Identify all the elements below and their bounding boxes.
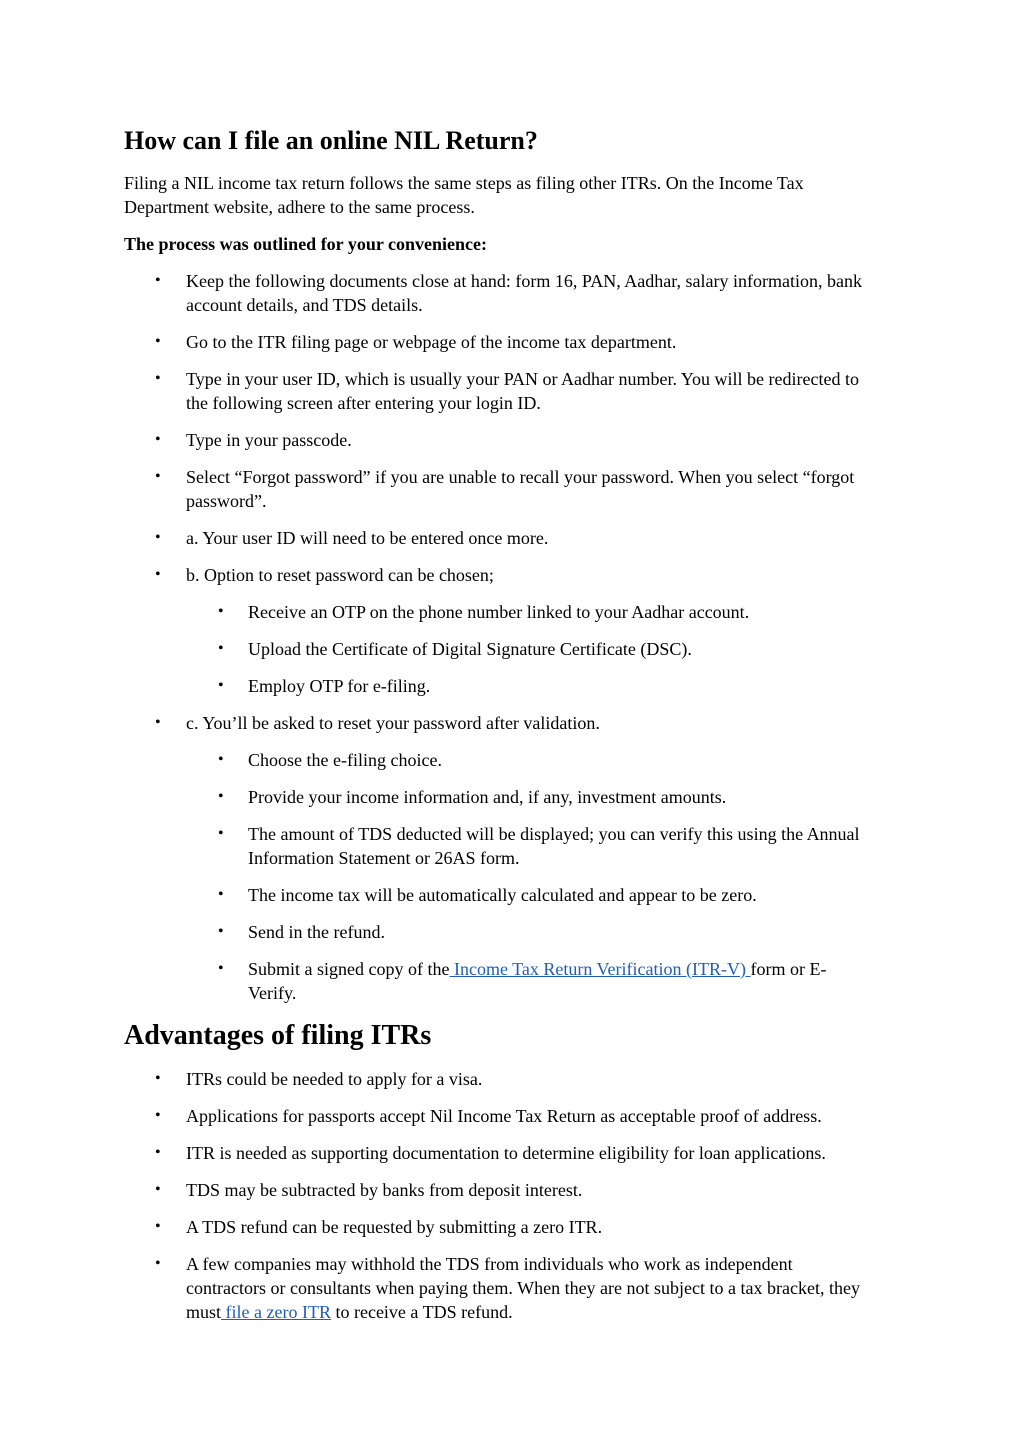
list-item-line: password”. xyxy=(186,491,267,511)
list-item-text: TDS may be subtracted by banks from deposit interest. xyxy=(186,1180,583,1200)
list-item-text: Employ OTP for e-filing. xyxy=(248,676,431,696)
bullet: • xyxy=(155,333,161,350)
list-item-text: Choose the e-filing choice. xyxy=(248,750,442,770)
list-item-text xyxy=(186,1252,860,1324)
bullet: • xyxy=(155,1255,161,1272)
bullet: • xyxy=(218,923,224,940)
list-item-line: account details, and TDS details. xyxy=(186,295,423,315)
bullet: • xyxy=(218,960,224,977)
list-item-text: Receive an OTP on the phone number linked to your Aadhar account. xyxy=(248,602,750,622)
bullet: • xyxy=(155,714,161,731)
list-item-text xyxy=(248,822,860,870)
list-item-text: ITRs could be needed to apply for a visa. xyxy=(186,1069,483,1089)
list-item-line: Select “Forgot password” if you are unable to recall your password. When you select “forgot xyxy=(186,467,855,487)
refund-text-after: to receive a TDS refund. xyxy=(330,1302,513,1322)
itr-v-link[interactable]: Income Tax Return Verification (ITR-V) xyxy=(449,959,751,979)
submit-text-after: form or E- xyxy=(750,959,827,979)
list-item-text xyxy=(186,465,854,513)
file-zero-itr-link[interactable]: file a zero ITR xyxy=(221,1302,331,1322)
refund-text-before: must xyxy=(186,1302,222,1322)
bullet: • xyxy=(155,272,161,289)
list-item-line xyxy=(186,1300,860,1324)
list-item-text xyxy=(248,957,826,1005)
list-item-line: Keep the following documents close at hand: form 16, PAN, Aadhar, salary information, bank xyxy=(186,271,862,291)
submit-text-before: Submit a signed copy of the xyxy=(248,959,450,979)
bullet: • xyxy=(218,751,224,768)
list-item-text: c. You’ll be asked to reset your password after validation. xyxy=(186,713,600,733)
list-item-text: a. Your user ID will need to be entered once more. xyxy=(186,528,549,548)
list-item-text: Send in the refund. xyxy=(248,922,385,942)
bullet: • xyxy=(155,1181,161,1198)
bullet: • xyxy=(155,566,161,583)
list-item-text: Applications for passports accept Nil Income Tax Return as acceptable proof of address. xyxy=(186,1106,822,1126)
bullet: • xyxy=(155,1218,161,1235)
list-item-text: b. Option to reset password can be chosen; xyxy=(186,565,494,585)
list-item-line: Information Statement or 26AS form. xyxy=(248,848,520,868)
list-item-text: Provide your income information and, if any, investment amounts. xyxy=(248,787,727,807)
bullet: • xyxy=(218,640,224,657)
list-item-line xyxy=(248,957,826,981)
bullet: • xyxy=(155,529,161,546)
bullet: • xyxy=(218,677,224,694)
bullet: • xyxy=(218,603,224,620)
list-item-line: A few companies may withhold the TDS from individuals who work as independent xyxy=(186,1254,793,1274)
bullet: • xyxy=(155,1107,161,1124)
bullet: • xyxy=(218,886,224,903)
bullet: • xyxy=(218,825,224,842)
list-item-text: Type in your passcode. xyxy=(186,430,352,450)
intro-paragraph xyxy=(124,171,804,219)
list-item-text: The income tax will be automatically calculated and appear to be zero. xyxy=(248,885,757,905)
list-item-text: ITR is needed as supporting documentation to determine eligibility for loan applications. xyxy=(186,1143,826,1163)
bullet: • xyxy=(155,1070,161,1087)
list-item-text xyxy=(186,367,859,415)
list-item-line: Type in your user ID, which is usually your PAN or Aadhar number. You will be redirected to xyxy=(186,369,859,389)
list-item-text: A TDS refund can be requested by submitting a zero ITR. xyxy=(186,1217,603,1237)
bullet: • xyxy=(218,788,224,805)
intro-line-2: Department website, adhere to the same process. xyxy=(124,197,475,217)
list-item-line: The amount of TDS deducted will be displayed; you can verify this using the Annual xyxy=(248,824,860,844)
list-item-text: Upload the Certificate of Digital Signature Certificate (DSC). xyxy=(248,639,692,659)
bullet: • xyxy=(155,1144,161,1161)
bullet: • xyxy=(155,468,161,485)
page-title: How can I file an online NIL Return? xyxy=(124,126,538,155)
list-item-text xyxy=(186,269,862,317)
intro-line-1: Filing a NIL income tax return follows the same steps as filing other ITRs. On the Income Tax xyxy=(124,173,804,193)
advantages-heading: Advantages of filing ITRs xyxy=(124,1020,432,1051)
bullet: • xyxy=(155,370,161,387)
bullet: • xyxy=(155,431,161,448)
list-item-text: Go to the ITR filing page or webpage of the income tax department. xyxy=(186,332,677,352)
list-item-line: the following screen after entering your login ID. xyxy=(186,393,541,413)
process-subheading: The process was outlined for your convenience: xyxy=(124,234,487,254)
list-item-line: Verify. xyxy=(248,983,297,1003)
list-item-line: contractors or consultants when paying them. When they are not subject to a tax bracket, they xyxy=(186,1278,860,1298)
